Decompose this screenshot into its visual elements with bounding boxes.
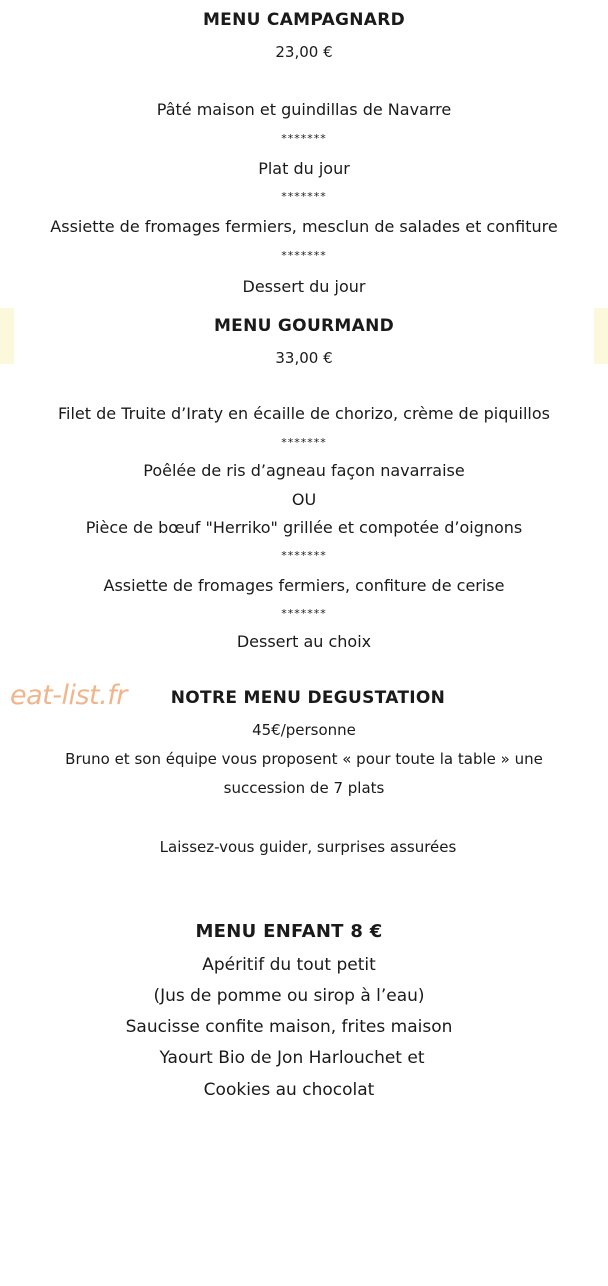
menu-item: Apéritif du tout petit	[202, 955, 376, 975]
menu-gourmand-title: MENU GOURMAND	[213, 316, 395, 336]
menu-degustation-price: 45€/personne	[252, 721, 356, 739]
menu-item: Assiette de fromages fermiers, confiture de cerise	[103, 576, 505, 595]
menu-item: Filet de Truite d’Iraty en écaille de chorizo, crème de piquillos	[58, 404, 550, 423]
menu-item: (Jus de pomme ou sirop à l’eau)	[153, 986, 425, 1006]
menu-item: Saucisse confite maison, frites maison	[125, 1017, 453, 1037]
degustation-description: succession de 7 plats	[223, 779, 385, 797]
menu-item: Plat du jour	[258, 159, 350, 178]
menu-degustation-title: NOTRE MENU DEGUSTATION	[170, 688, 446, 708]
separator: *******	[281, 436, 327, 449]
degustation-description: Bruno et son équipe vous proposent « pour toute la table » une	[65, 750, 543, 768]
separator: *******	[281, 607, 327, 620]
menu-campagnard-price: 23,00 €	[275, 43, 333, 61]
menu-enfant-title: MENU ENFANT 8 €	[195, 921, 383, 942]
menu-item-or: OU	[291, 490, 317, 509]
menu-gourmand-price: 33,00 €	[275, 349, 333, 367]
separator: *******	[281, 132, 327, 145]
separator: *******	[281, 549, 327, 562]
menu-campagnard-title: MENU CAMPAGNARD	[202, 10, 406, 30]
menu-item: Dessert au choix	[236, 632, 372, 651]
degustation-tagline: Laissez-vous guider, surprises assurées	[159, 838, 457, 856]
eat-list-watermark: eat-list.fr	[10, 680, 127, 711]
menu-item: Pièce de bœuf "Herriko" grillée et compotée d’oignons	[85, 518, 523, 537]
menu-item: Yaourt Bio de Jon Harlouchet et	[159, 1048, 425, 1068]
menu-item: Dessert du jour	[242, 277, 366, 296]
separator: *******	[281, 249, 327, 262]
separator: *******	[281, 190, 327, 203]
menu-item: Poêlée de ris d’agneau façon navarraise	[143, 461, 465, 480]
menu-item: Pâté maison et guindillas de Navarre	[156, 100, 452, 119]
menu-item: Cookies au chocolat	[203, 1080, 375, 1100]
menu-item: Assiette de fromages fermiers, mesclun de salades et confiture	[50, 217, 558, 236]
